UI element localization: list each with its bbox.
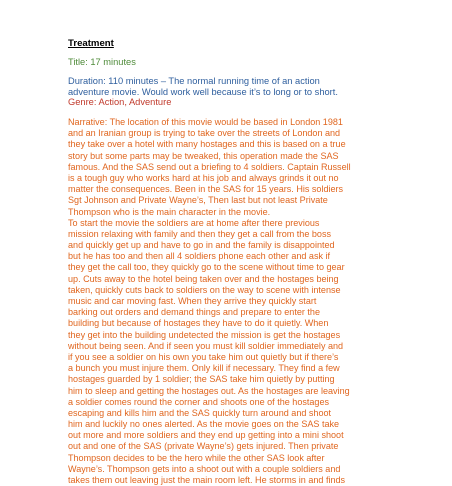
narrative-line: Wayne’s. Thompson gets into a shoot out with a couple soldiers and	[68, 463, 341, 474]
narrative-line: and an Iranian group is trying to take over the streets of London and	[68, 128, 341, 139]
narrative-paragraph	[68, 117, 448, 486]
narrative-line: if you see a soldier on his own you take him out quietly but if there’s	[68, 351, 339, 362]
narrative-line: barking out orders and demand things and prepare to enter the	[68, 307, 320, 318]
narrative-line: takes them out leaving just the main room left. He storms in and finds	[68, 475, 346, 485]
narrative-line: up. Cuts away to the hotel being taken over and the hostages being	[68, 273, 339, 284]
narrative-line: music and car moving fast. When they arrive they quickly start	[68, 296, 317, 306]
narrative-line: a soldier comes round the corner and shoots one of the hostages	[68, 396, 330, 407]
narrative-line: is a tough guy who works hard at his job and always grinds it out no	[68, 172, 339, 183]
title-line: Title: 17 minutes	[68, 57, 136, 67]
narrative-line: building but because of hostages they have to do it quietly. When	[68, 318, 329, 329]
narrative-line: Thompson decides to be the hero while the other SAS look after	[68, 452, 325, 463]
narrative-line: story but some parts may be tweaked, this operation made the SAS	[68, 150, 339, 161]
narrative-line: famous. And the SAS send out a briefing to 4 soldiers. Captain Russell	[68, 161, 351, 172]
narrative-line: To start the movie the soldiers are at home after there previous	[68, 217, 320, 228]
narrative-line: mission relaxing with family and then they get a call from the boss	[68, 228, 331, 239]
narrative-line: him and luckily no ones alerted. As the movie goes on the SAS take	[68, 419, 340, 430]
narrative-line: they get into the building undetected the mission is get the hostages	[68, 329, 341, 340]
narrative-line: out and one of the SAS (private Wayne’s) gets injured. Then private	[68, 441, 339, 452]
narrative-line: Narrative: The location of this movie would be based in London 1981	[68, 117, 343, 127]
narrative-line: taken, quickly cuts back to soldiers on the way to scene with intense	[68, 284, 341, 295]
duration-line-2: adventure movie. Would work well because it’s to long or to short.	[68, 87, 338, 97]
narrative-line: Thompson who is the main character in the movie.	[68, 206, 271, 217]
narrative-line: a bunch you must injure them. Only kill if necessary. They find a few	[68, 363, 340, 374]
narrative-line: but he has too and then all 4 soldiers phone each other and ask if	[68, 251, 331, 262]
narrative-line: matter the consequences. Been in the SAS for 15 years. His soldiers	[68, 184, 344, 195]
document-heading: Treatment	[68, 38, 114, 49]
narrative-line: they get the call too, they quickly go to the scene without time to gear	[68, 262, 345, 273]
genre-line: Genre: Action, Adventure	[68, 97, 172, 107]
narrative-line: they take over a hotel with many hostages and this is based on a true	[68, 139, 346, 150]
narrative-line: him to sleep and getting the hostages out. As the hostages are leaving	[68, 385, 350, 396]
narrative-line: out more and more soldiers and they end up getting into a mini shoot	[68, 430, 344, 441]
narrative-line: escaping and kills him and the SAS quickly turn around and shoot	[68, 407, 332, 418]
narrative-line: Sgt Johnson and Private Wayne’s, Then last but not least Private	[68, 195, 328, 206]
narrative-line: without being seen. And if seen you must kill soldier immediately and	[68, 340, 344, 351]
narrative-line: hostages guarded by 1 soldier; the SAS take him quietly by putting	[68, 374, 335, 385]
narrative-line: and quickly get up and have to go in and the family is disappointed	[68, 240, 335, 251]
duration-line-1: Duration: 110 minutes – The normal running time of an action	[68, 76, 320, 86]
